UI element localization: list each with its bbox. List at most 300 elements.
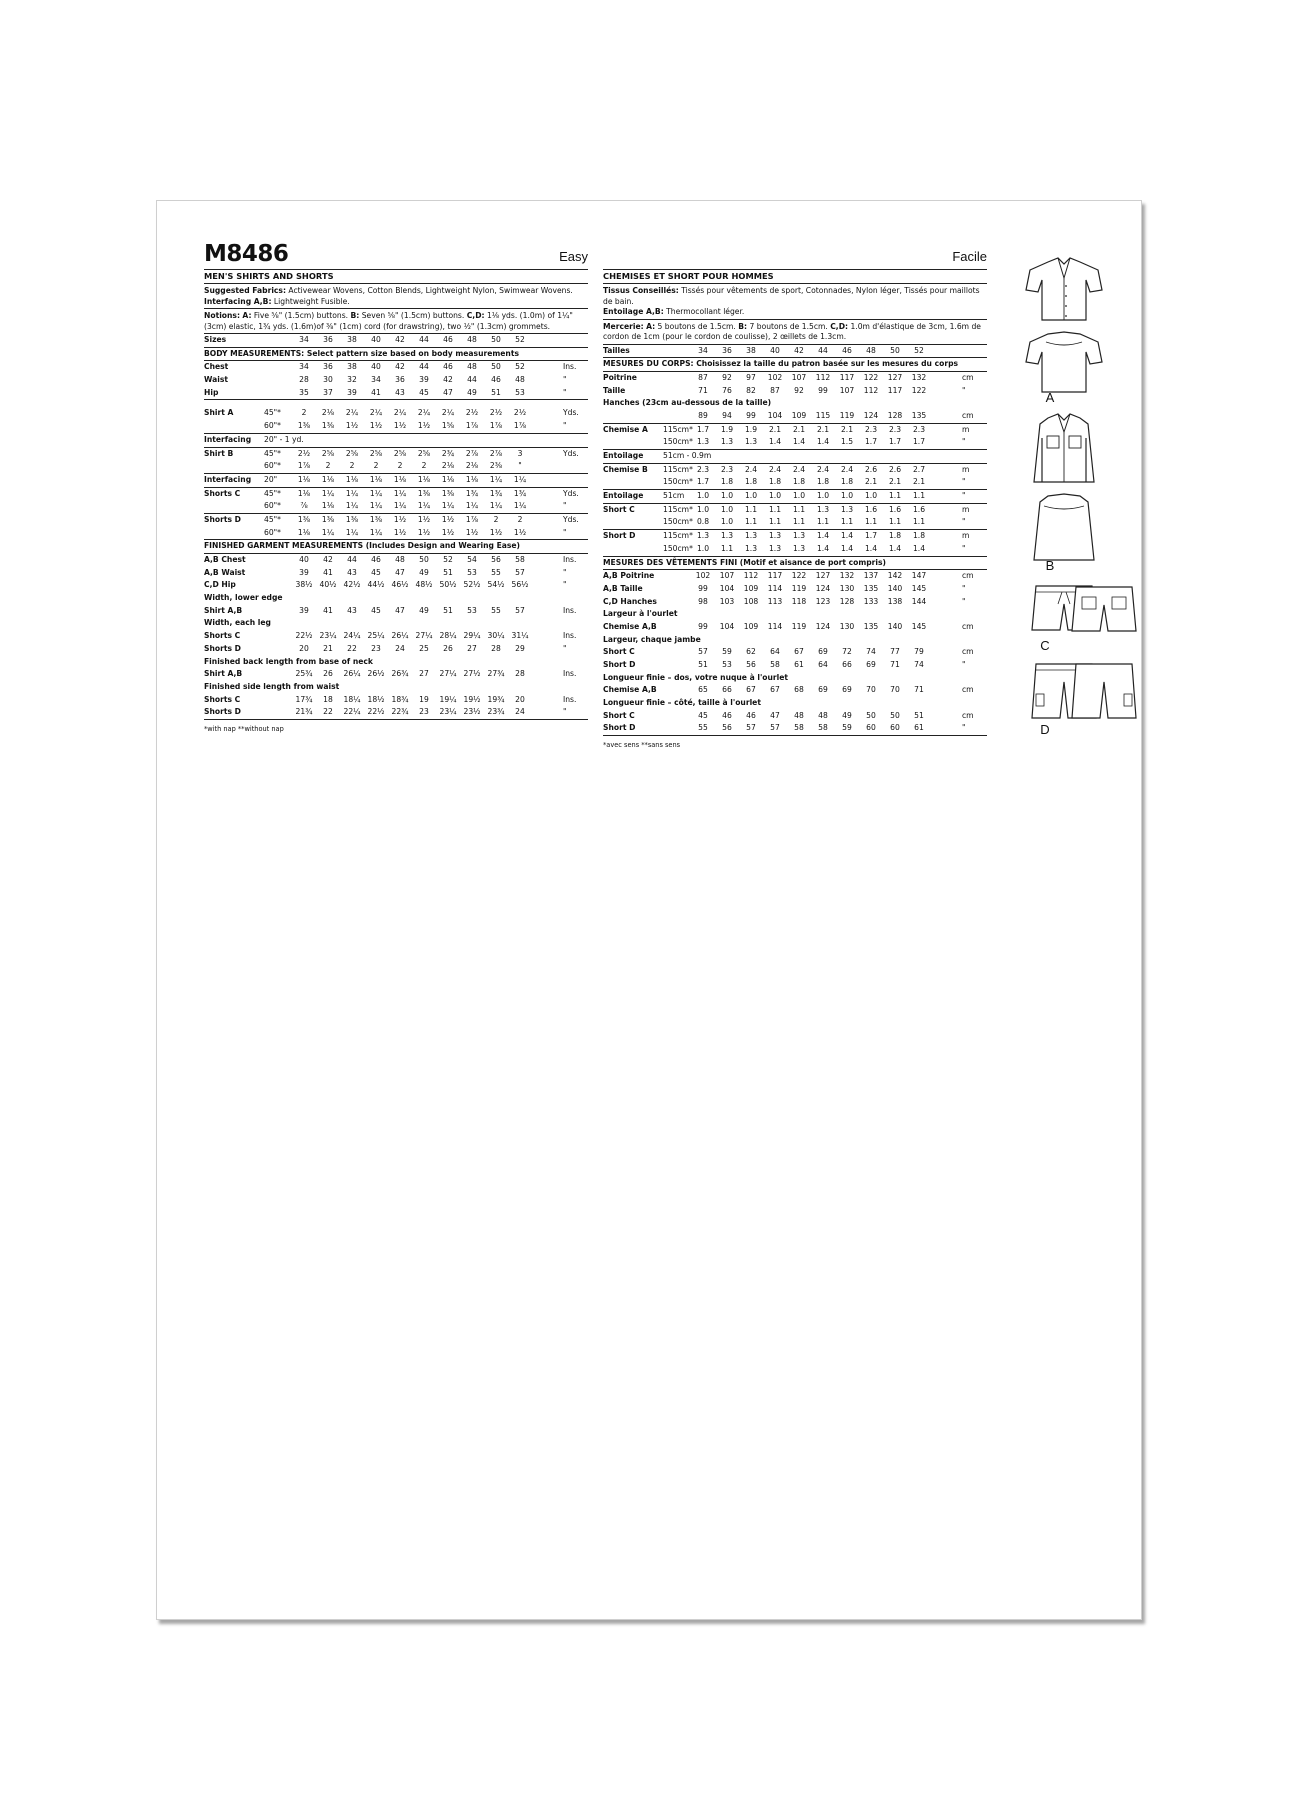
size-value: 107: [791, 372, 807, 382]
row-label: Sizes: [204, 335, 227, 344]
row-label: Short C: [603, 710, 635, 720]
table-row: [204, 605, 588, 618]
fabric-width: 60"*: [264, 461, 281, 471]
size-value: 1.4: [840, 543, 854, 553]
table-row: [204, 540, 588, 554]
size-value: 1⅜: [321, 514, 335, 524]
size-value: 1.6: [912, 504, 926, 514]
unit-label: cm: [962, 410, 974, 420]
size-value: 1.9: [744, 424, 758, 434]
size-value: 64: [818, 660, 828, 669]
size-value: 62: [746, 647, 756, 657]
table-row: [603, 410, 987, 424]
row-label: Short D: [603, 723, 636, 733]
size-value: 1¼: [513, 474, 527, 484]
unit-label: ": [962, 437, 966, 447]
size-value: 48: [866, 345, 876, 355]
table-row: [204, 434, 588, 448]
size-value: 1½: [417, 421, 431, 431]
size-value: 42: [794, 345, 804, 355]
unit-label: cm: [962, 647, 974, 657]
size-value: 37: [323, 387, 333, 397]
size-value: 30¼: [487, 631, 505, 641]
size-value: 52: [515, 335, 525, 344]
french-notions: [603, 320, 987, 345]
size-value: 107: [839, 385, 855, 395]
size-value: 2.1: [840, 424, 854, 434]
size-value: 39: [299, 605, 309, 615]
row-label: Finished back length from base of neck: [204, 656, 373, 666]
table-row: [603, 436, 987, 450]
size-value: 52½: [463, 580, 481, 590]
table-row: [603, 504, 987, 517]
table-row: [603, 424, 987, 437]
size-value: 2.7: [912, 464, 926, 474]
fabric-width: 45"*: [264, 408, 281, 418]
size-value: 1.8: [912, 531, 926, 541]
size-value: 44: [419, 362, 429, 372]
size-value: 53: [515, 387, 525, 397]
size-value: 1.8: [816, 477, 830, 487]
size-value: 30: [323, 375, 333, 385]
size-value: 48: [467, 362, 477, 372]
size-value: 1.0: [720, 504, 734, 514]
shorts-d-back-illustration: [1064, 660, 1144, 722]
unit-label: Ins.: [563, 694, 577, 704]
size-value: 46: [443, 362, 453, 372]
size-value: 28: [299, 375, 309, 385]
unit-label: cm: [962, 685, 974, 695]
size-value: 1¼: [345, 501, 359, 511]
size-value: 77: [890, 647, 900, 657]
size-value: 1.1: [888, 517, 902, 527]
size-value: 1.4: [864, 543, 878, 553]
size-value: 140: [887, 621, 903, 631]
size-value: 54: [467, 555, 477, 564]
size-value: 48: [467, 335, 477, 344]
size-value: 23: [419, 707, 429, 717]
table-row: [603, 583, 987, 596]
row-label: Longueur finie – côté, taille à l'ourlet: [603, 698, 761, 708]
unit-label: cm: [962, 621, 974, 631]
fabric-width: 115cm*: [663, 504, 693, 514]
size-value: 1.3: [744, 531, 758, 541]
english-fabrics: [204, 284, 588, 309]
size-value: 59: [842, 723, 852, 733]
row-spacer: [204, 400, 588, 407]
size-value: 1⅞: [513, 421, 527, 431]
row-label: C,D Hip: [204, 580, 236, 590]
size-value: 34: [299, 362, 309, 372]
size-value: 72: [842, 647, 852, 657]
size-value: 50: [491, 362, 501, 372]
size-value: 42: [323, 555, 333, 564]
unit-label: cm: [962, 710, 974, 720]
unit-label: ": [563, 580, 567, 590]
size-value: 1.1: [792, 517, 806, 527]
english-header: [204, 241, 588, 270]
size-value: 1⅜: [345, 514, 359, 524]
shorts-c-back-illustration: [1064, 583, 1144, 635]
view-a-label: A: [1045, 390, 1055, 405]
table-row: [204, 656, 588, 669]
size-value: 1.7: [912, 437, 926, 447]
size-value: 2¼: [345, 408, 359, 418]
size-value: 2: [301, 408, 307, 418]
table-row: [603, 659, 987, 672]
table-row: [603, 710, 987, 723]
size-value: 124: [863, 410, 879, 420]
size-value: 49: [419, 605, 429, 615]
size-value: 41: [323, 605, 333, 615]
size-value: 1.9: [720, 424, 734, 434]
size-value: 69: [842, 685, 852, 695]
fabric-width: 20" - 1 yd.: [264, 434, 304, 444]
size-value: 3: [517, 448, 523, 458]
size-value: 2.4: [816, 464, 830, 474]
size-value: 44: [467, 375, 477, 385]
size-value: 1½: [465, 527, 479, 537]
fabric-width: 51cm - 0.9m: [663, 451, 712, 460]
size-value: 22¾: [391, 707, 409, 717]
size-value: 147: [911, 571, 927, 581]
size-value: 24: [395, 643, 405, 653]
size-value: 58: [818, 723, 828, 733]
size-value: 145: [911, 621, 927, 631]
size-value: 59: [722, 647, 732, 657]
size-value: 135: [911, 410, 927, 420]
size-value: 71: [890, 660, 900, 669]
size-value: 27¼: [439, 669, 457, 679]
size-value: 1.4: [888, 543, 902, 553]
size-value: 2⅞: [465, 448, 479, 458]
size-value: 1¼: [345, 488, 359, 498]
size-value: 122: [911, 385, 927, 395]
size-value: 1.1: [912, 491, 926, 501]
size-value: 1.1: [816, 517, 830, 527]
size-value: 29¼: [463, 631, 481, 641]
unit-label: Yds.: [563, 488, 579, 498]
size-value: 2⅝: [417, 448, 431, 458]
unit-label: ": [962, 596, 966, 606]
english-notions: [204, 309, 588, 334]
table-row: [204, 514, 588, 527]
size-value: 38: [347, 335, 357, 344]
unit-label: ": [962, 723, 966, 733]
size-value: 92: [722, 372, 732, 382]
size-value: 109: [743, 583, 759, 593]
size-value: 31¼: [511, 631, 529, 641]
size-value: 46: [722, 710, 732, 720]
size-value: 1.6: [888, 504, 902, 514]
row-label: Shirt B: [204, 448, 234, 458]
size-value: 1⅞: [297, 461, 311, 471]
size-value: 94: [722, 410, 732, 420]
notions-label-fr: Mercerie:: [603, 321, 644, 331]
size-value: 1¼: [369, 501, 383, 511]
size-value: 1⅜: [369, 514, 383, 524]
size-value: 57: [698, 647, 708, 657]
table-row: [603, 464, 987, 477]
view-c-label: C: [1040, 638, 1050, 653]
size-value: 1.3: [720, 437, 734, 447]
unit-label: ": [563, 387, 567, 397]
size-value: 22½: [295, 631, 313, 641]
row-label: C,D Hanches: [603, 596, 657, 606]
size-value: 1¼: [489, 474, 503, 484]
size-value: 25¼: [367, 631, 385, 641]
table-row: [204, 554, 588, 567]
size-value: 23¼: [319, 631, 337, 641]
row-label: Shorts D: [204, 514, 241, 524]
unit-label: ": [962, 385, 966, 395]
french-size-table: [603, 345, 987, 737]
size-value: 46: [371, 555, 381, 564]
size-value: 2⅛: [441, 461, 455, 471]
size-value: 38½: [295, 580, 313, 590]
size-value: 46½: [391, 580, 409, 590]
fabric-width: 150cm*: [663, 517, 693, 527]
size-value: 24¼: [343, 631, 361, 641]
unit-label: ": [563, 567, 567, 577]
row-label: Shorts C: [204, 631, 241, 641]
size-value: 1.4: [912, 543, 926, 553]
table-row: [204, 579, 588, 592]
size-value: 2: [325, 461, 331, 471]
size-value: 112: [863, 385, 879, 395]
size-value: 1.4: [816, 437, 830, 447]
english-footnote: *with nap **without nap: [204, 724, 284, 733]
size-value: 135: [863, 621, 879, 631]
size-value: 123: [815, 596, 831, 606]
fabric-width: 45"*: [264, 488, 281, 498]
size-value: 1.3: [792, 543, 806, 553]
size-value: 1⅜: [297, 421, 311, 431]
size-value: 1½: [417, 514, 431, 524]
size-value: 56: [722, 723, 732, 733]
table-row: [204, 348, 588, 362]
size-value: 65: [698, 685, 708, 695]
size-value: 26¼: [391, 631, 409, 641]
size-value: 44: [347, 555, 357, 564]
row-label: MESURES DU CORPS: Choisissez la taille du patron basée sur les mesures du corps: [603, 359, 959, 369]
size-value: 46: [491, 375, 501, 385]
table-row: [204, 488, 588, 501]
row-label: A,B Chest: [204, 555, 246, 564]
size-value: 118: [791, 596, 807, 606]
size-value: 119: [839, 410, 855, 420]
size-value: 1.6: [864, 504, 878, 514]
size-value: 1.7: [888, 437, 902, 447]
size-value: 27: [419, 669, 429, 679]
size-value: 49: [419, 567, 429, 577]
size-value: 48: [515, 375, 525, 385]
notions-cd-text-fr: 1.0m d'élastique de 3cm, 1.6m de cordon de 1cm (pour le cordon de coulisse), 2 œillets de 1.3cm.: [603, 321, 981, 341]
row-label: Poitrine: [603, 372, 637, 382]
notions-a-text: Five ⅝" (1.5cm) buttons.: [251, 311, 349, 320]
size-value: 2: [373, 461, 379, 471]
size-value: 57: [515, 567, 525, 577]
size-value: 1¼: [441, 501, 455, 511]
size-value: 57: [770, 723, 780, 733]
size-value: 23¾: [487, 707, 505, 717]
size-value: 127: [815, 571, 831, 581]
table-row: [603, 634, 987, 647]
size-value: 50: [419, 555, 429, 564]
size-value: 1⅛: [441, 474, 455, 484]
size-value: 2.4: [768, 464, 782, 474]
size-value: 64: [770, 647, 780, 657]
size-value: 69: [866, 660, 876, 669]
size-value: 1½: [489, 527, 503, 537]
size-value: 42: [443, 375, 453, 385]
size-value: 45: [371, 605, 381, 615]
size-value: 2: [349, 461, 355, 471]
unit-label: Ins.: [563, 555, 577, 564]
size-value: 53: [467, 605, 477, 615]
table-row: [204, 630, 588, 643]
size-value: 19¾: [487, 694, 505, 704]
size-value: 1⅛: [321, 474, 335, 484]
size-value: 2¾: [441, 448, 455, 458]
size-value: 34: [698, 345, 708, 355]
size-value: 50: [866, 710, 876, 720]
size-value: 114: [767, 621, 783, 631]
table-row: [204, 643, 588, 656]
size-value: 82: [746, 385, 756, 395]
fabrics-text-fr: Tissés pour vêtements de sport, Cotonnades, Nylon léger, Tissés pour maillots de bain.: [603, 286, 980, 306]
notions-cd-text: 1⅛ yds. (1.0m) of 1¼" (3cm) elastic, 1¾ yds. (1.6m)of ⅜" (1cm) cord (for drawstring), two ½" (1.3cm) grommets.: [204, 311, 573, 331]
size-value: 57: [515, 605, 525, 615]
row-label: Chemise A: [603, 424, 648, 434]
size-value: 1.1: [792, 504, 806, 514]
size-value: 2¼: [369, 408, 383, 418]
fabric-width: 60"*: [264, 501, 281, 511]
size-value: 1.1: [744, 504, 758, 514]
size-value: 109: [791, 410, 807, 420]
french-column: [603, 245, 987, 749]
notions-a-text-fr: 5 boutons de 1.5cm.: [655, 321, 736, 331]
size-value: 26¼: [343, 669, 361, 679]
size-value: 2.4: [792, 464, 806, 474]
row-label: Width, each leg: [204, 618, 271, 628]
view-d-label: D: [1040, 722, 1050, 737]
fabric-width: 150cm*: [663, 477, 693, 487]
size-value: 1¼: [393, 488, 407, 498]
size-value: 1¾: [465, 488, 479, 498]
table-row: [204, 448, 588, 461]
size-value: 1.3: [840, 504, 854, 514]
size-value: 61: [914, 723, 924, 733]
size-value: 99: [698, 621, 708, 631]
table-row: [603, 621, 987, 634]
notions-b-text-fr: 7 boutons de 1.5cm.: [747, 321, 828, 331]
size-value: 1⅝: [441, 421, 455, 431]
size-value: 69: [818, 685, 828, 695]
row-label: Shorts C: [204, 694, 241, 704]
size-value: ⅞: [300, 501, 308, 511]
size-value: 60: [866, 723, 876, 733]
unit-label: ": [962, 491, 966, 501]
size-value: 26½: [367, 669, 385, 679]
table-row: [204, 374, 588, 387]
unit-label: Ins.: [563, 631, 577, 641]
size-value: 38: [347, 362, 357, 372]
row-label: Taille: [603, 385, 626, 395]
size-value: 107: [719, 571, 735, 581]
fabric-width: 115cm*: [663, 424, 693, 434]
size-value: 2.4: [840, 464, 854, 474]
size-value: 25: [419, 643, 429, 653]
size-value: 18½: [367, 694, 385, 704]
row-label: Chemise A,B: [603, 621, 657, 631]
size-value: 1.0: [720, 517, 734, 527]
size-value: 48: [395, 555, 405, 564]
notions-a-label: A:: [242, 311, 252, 320]
interfacing-text-fr: Thermocollant léger.: [663, 307, 745, 316]
unit-label: ": [962, 543, 966, 553]
row-label: MESURES DES VÊTEMENTS FINI (Motif et aisance de port compris): [603, 557, 887, 567]
size-value: 2: [397, 461, 403, 471]
size-value: 2¼: [441, 408, 455, 418]
size-value: 35: [299, 387, 309, 397]
table-row: [204, 668, 588, 681]
size-value: 1½: [393, 527, 407, 537]
table-row: [603, 557, 987, 571]
size-value: 26: [323, 669, 333, 679]
size-value: 104: [719, 621, 735, 631]
size-value: 2¼: [393, 408, 407, 418]
size-value: 127: [887, 372, 903, 382]
size-value: 45: [371, 567, 381, 577]
size-value: 1.0: [696, 543, 710, 553]
unit-label: Yds.: [563, 514, 579, 524]
size-value: 19: [419, 694, 429, 704]
table-row: [603, 684, 987, 697]
size-value: 144: [911, 596, 927, 606]
size-value: 44: [818, 345, 828, 355]
size-value: 2⅞: [489, 448, 503, 458]
size-value: 42: [395, 362, 405, 372]
size-value: 18: [323, 694, 333, 704]
row-label: Hanches (23cm au-dessous de la taille): [603, 398, 772, 408]
size-value: 2.3: [720, 464, 734, 474]
size-value: 42½: [343, 580, 361, 590]
size-value: 1.8: [768, 477, 782, 487]
size-value: 27: [467, 643, 477, 653]
size-value: 109: [743, 621, 759, 631]
size-value: 1.3: [744, 543, 758, 553]
size-value: 1.0: [864, 491, 878, 501]
size-value: 40½: [319, 580, 337, 590]
size-value: 1.3: [720, 531, 734, 541]
size-value: 24: [515, 707, 525, 717]
size-value: 1⅜: [321, 421, 335, 431]
size-value: 44: [419, 335, 429, 344]
size-value: 115: [815, 410, 831, 420]
size-value: 1½: [417, 527, 431, 537]
size-value: 46: [842, 345, 852, 355]
size-value: 1⅞: [465, 421, 479, 431]
size-value: 28: [515, 669, 525, 679]
size-value: 2.1: [912, 477, 926, 487]
size-value: 49: [467, 387, 477, 397]
size-value: 51: [698, 660, 708, 669]
size-value: 124: [815, 621, 831, 631]
size-value: 1½: [513, 527, 527, 537]
size-value: 1.8: [840, 477, 854, 487]
size-value: 76: [722, 385, 732, 395]
